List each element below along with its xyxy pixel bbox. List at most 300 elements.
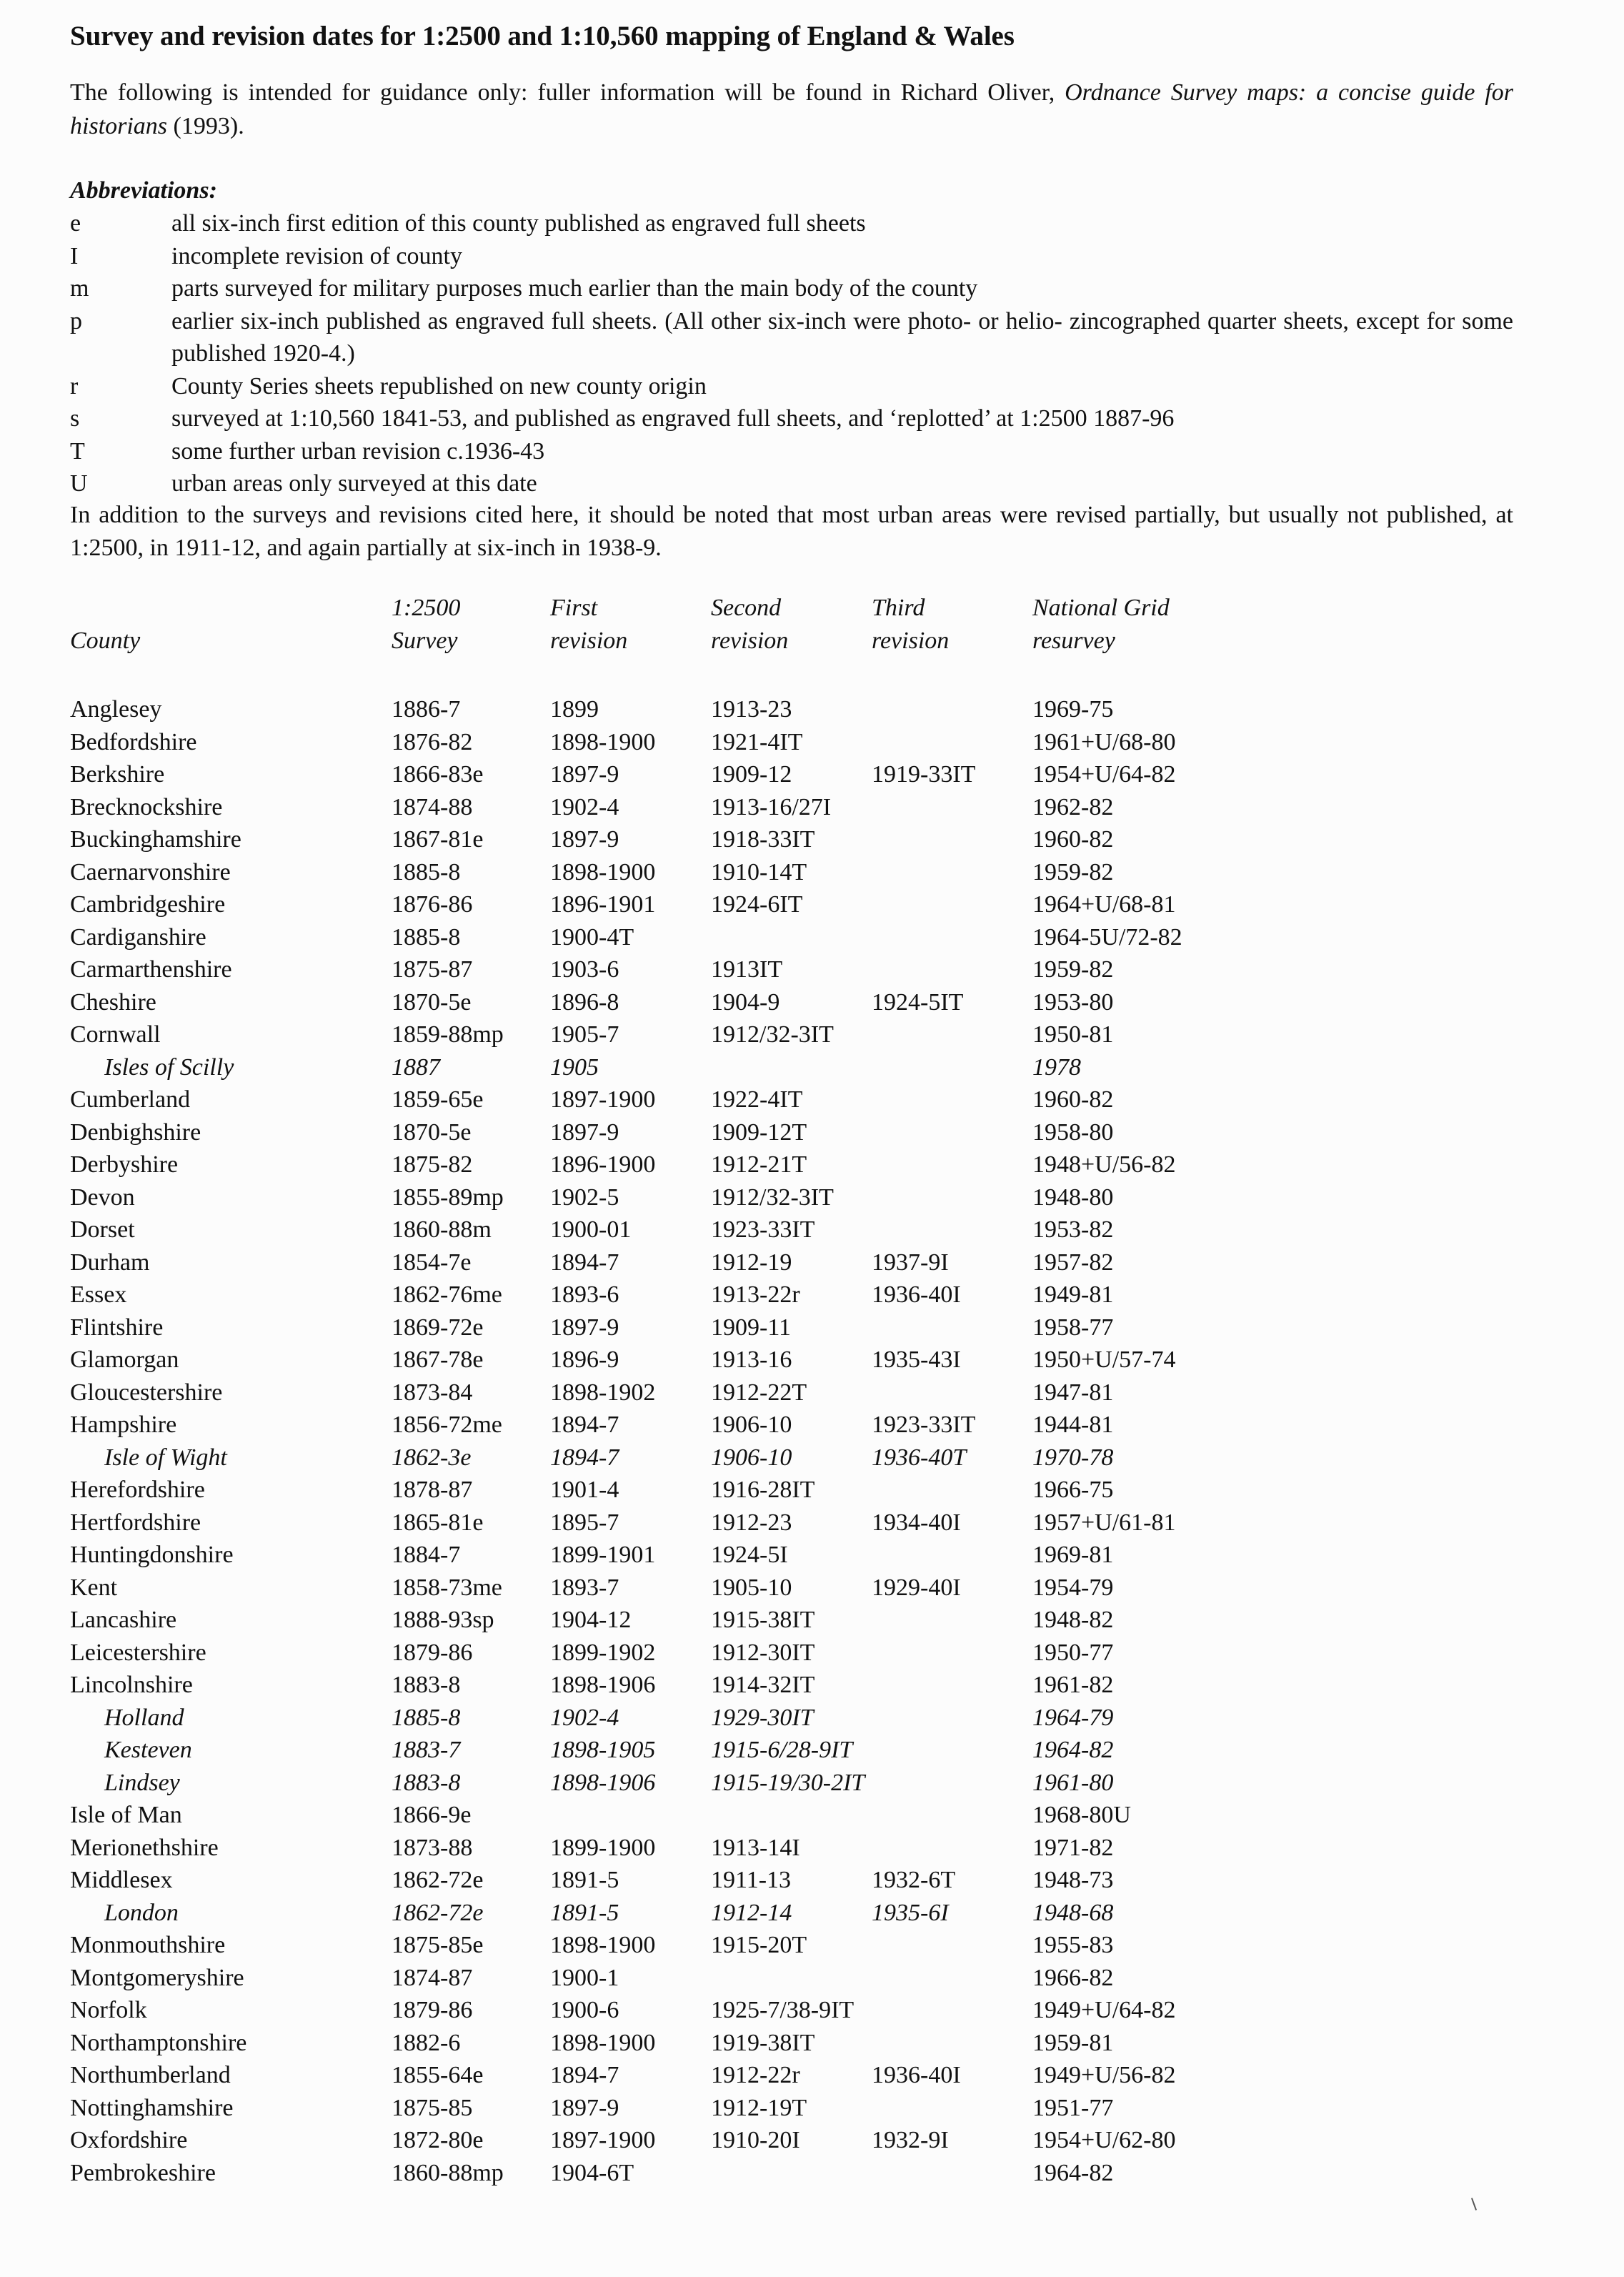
cell-national-grid-resurvey: 1947-81 [1032, 1379, 1114, 1406]
intro-year: (1993). [167, 113, 244, 139]
table-row [70, 2124, 1499, 2157]
header-line-2: resurvey [1032, 627, 1115, 654]
cell-national-grid-resurvey: 1957+U/61-81 [1032, 1509, 1176, 1536]
cell-survey-1-2500: 1870-5e [392, 1118, 472, 1146]
table-row [70, 758, 1499, 791]
cell-county: Norfolk [70, 1997, 147, 2023]
cell-first-revision: 1897-9 [550, 761, 619, 788]
table-row [70, 2059, 1499, 2092]
cell-survey-1-2500: 1876-82 [392, 728, 473, 755]
cell-survey-1-2500: 1860-88mp [392, 2159, 504, 2186]
cell-county: Cardiganshire [70, 923, 206, 951]
cell-county: Northumberland [70, 2062, 231, 2088]
cell-second-revision: 1918-33IT [711, 826, 815, 853]
cell-third-revision: 1935-6I [872, 1899, 949, 1926]
cell-survey-1-2500: 1883-8 [392, 1672, 461, 1698]
cell-second-revision: 1924-5I [711, 1542, 788, 1568]
cell-survey-1-2500: 1869-72e [392, 1314, 484, 1341]
abbreviation-key: e [70, 210, 81, 237]
cell-county: Bedfordshire [70, 728, 197, 755]
cell-first-revision: 1896-1900 [550, 1151, 656, 1178]
cell-county: Glamorgan [70, 1346, 179, 1373]
cell-survey-1-2500: 1867-78e [392, 1346, 484, 1373]
table-row [70, 986, 1499, 1019]
table-row [70, 953, 1499, 986]
cell-first-revision: 1903-6 [550, 956, 619, 983]
cell-national-grid-resurvey: 1955-83 [1032, 1932, 1114, 1958]
cell-national-grid-resurvey: 1950+U/57-74 [1032, 1346, 1176, 1373]
abbreviation-item [70, 402, 1513, 435]
cell-first-revision: 1898-1900 [550, 858, 656, 886]
cell-first-revision: 1898-1906 [550, 1672, 656, 1698]
intro-text: The following is intended for guidance only: fuller information will be found in Richard Oliver, [70, 79, 1065, 106]
abbreviation-key: I [70, 242, 79, 269]
abbreviation-key: T [70, 437, 85, 465]
cell-national-grid-resurvey: 1970-78 [1032, 1444, 1114, 1471]
table-row [70, 1994, 1499, 2027]
column-header-survey-1-2500 [392, 592, 460, 658]
cell-county: Monmouthshire [70, 1932, 226, 1958]
header-line-1: First [550, 595, 598, 621]
cell-first-revision: 1899-1902 [550, 1639, 656, 1666]
book-title: Ordnance Survey maps: a concise guide for historians [70, 79, 1514, 139]
abbreviation-key: r [70, 372, 79, 400]
cell-national-grid-resurvey: 1971-82 [1032, 1834, 1114, 1861]
cell-first-revision: 1897-9 [550, 1118, 619, 1146]
column-header-second-revision [711, 592, 788, 658]
cell-county: Carmarthenshire [70, 956, 232, 983]
cell-county: Oxfordshire [70, 2127, 188, 2153]
cell-first-revision: 1894-7 [550, 1412, 619, 1438]
cell-first-revision: 1894-7 [550, 1249, 619, 1276]
abbreviation-description: some further urban revision c.1936-43 [171, 437, 545, 465]
cell-survey-1-2500: 1883-7 [392, 1737, 461, 1763]
cell-national-grid-resurvey: 1958-77 [1032, 1314, 1114, 1341]
cell-county: Herefordshire [70, 1477, 205, 1503]
cell-survey-1-2500: 1855-64e [392, 2062, 484, 2088]
cell-national-grid-resurvey: 1960-82 [1032, 826, 1114, 853]
cell-second-revision: 1906-10 [711, 1444, 792, 1471]
cell-national-grid-resurvey: 1954+U/62-80 [1032, 2127, 1176, 2153]
cell-survey-1-2500: 1872-80e [392, 2127, 484, 2153]
cell-first-revision: 1893-6 [550, 1281, 619, 1308]
cell-national-grid-resurvey: 1959-81 [1032, 2029, 1114, 2056]
cell-first-revision: 1901-4 [550, 1477, 619, 1503]
cell-county: Northamptonshire [70, 2029, 247, 2056]
cell-first-revision: 1902-4 [550, 1704, 619, 1731]
cell-second-revision: 1915-20T [711, 1932, 807, 1958]
cell-county: Flintshire [70, 1314, 164, 1341]
cell-survey-1-2500: 1867-81e [392, 826, 484, 853]
cell-survey-1-2500: 1875-85 [392, 2094, 473, 2121]
cell-second-revision: 1909-12T [711, 1118, 807, 1146]
cell-third-revision: 1929-40I [872, 1574, 961, 1601]
cell-national-grid-resurvey: 1964-5U/72-82 [1032, 923, 1182, 951]
table-row [70, 1442, 1499, 1474]
cell-first-revision: 1897-9 [550, 1314, 619, 1341]
cell-national-grid-resurvey: 1961-82 [1032, 1672, 1114, 1698]
table-header [70, 592, 1499, 663]
cell-survey-1-2500: 1882-6 [392, 2029, 461, 2056]
table-row [70, 1539, 1499, 1572]
cell-survey-1-2500: 1885-8 [392, 1704, 461, 1731]
cell-county: Merionethshire [70, 1834, 219, 1861]
table-row [70, 1637, 1499, 1670]
cell-first-revision: 1896-8 [550, 988, 619, 1016]
table-row [70, 1344, 1499, 1376]
cell-national-grid-resurvey: 1964-82 [1032, 1737, 1114, 1763]
cell-county: Berkshire [70, 761, 165, 788]
cell-second-revision: 1916-28IT [711, 1477, 815, 1503]
cell-national-grid-resurvey: 1950-81 [1032, 1021, 1114, 1048]
cell-survey-1-2500: 1876-86 [392, 891, 473, 918]
cell-first-revision: 1900-01 [550, 1216, 632, 1243]
abbreviation-item [70, 467, 1513, 500]
table-row [70, 1572, 1499, 1604]
cell-second-revision: 1919-38IT [711, 2029, 815, 2056]
cell-second-revision: 1912-22T [711, 1379, 807, 1406]
header-line-1: Third [872, 595, 925, 621]
cell-survey-1-2500: 1860-88m [392, 1216, 492, 1243]
cell-survey-1-2500: 1874-88 [392, 793, 473, 820]
table-row [70, 1897, 1499, 1930]
cell-first-revision: 1897-9 [550, 2094, 619, 2121]
cell-first-revision: 1894-7 [550, 2062, 619, 2088]
table-row [70, 693, 1499, 726]
cell-survey-1-2500: 1878-87 [392, 1477, 473, 1503]
abbreviation-item [70, 272, 1513, 305]
cell-national-grid-resurvey: 1949+U/56-82 [1032, 2062, 1176, 2088]
cell-third-revision: 1936-40T [872, 1444, 967, 1471]
table-row [70, 2027, 1499, 2060]
cell-national-grid-resurvey: 1969-81 [1032, 1542, 1114, 1568]
cell-third-revision: 1924-5IT [872, 988, 964, 1016]
cell-county: Middlesex [70, 1867, 173, 1893]
cell-third-revision: 1923-33IT [872, 1412, 976, 1438]
cell-county: London [104, 1899, 179, 1926]
cell-county: Cornwall [70, 1021, 161, 1048]
table-row [70, 888, 1499, 921]
table-row [70, 1181, 1499, 1214]
cell-county: Lincolnshire [70, 1672, 193, 1698]
cell-second-revision: 1915-38IT [711, 1607, 815, 1633]
cell-second-revision: 1915-6/28-9IT [711, 1737, 853, 1763]
abbreviation-item [70, 435, 1513, 468]
abbreviation-key: U [70, 470, 88, 497]
table-row [70, 726, 1499, 759]
table-row [70, 921, 1499, 954]
cell-second-revision: 1912-19 [711, 1249, 792, 1276]
table-row [70, 1311, 1499, 1344]
cell-survey-1-2500: 1865-81e [392, 1509, 484, 1536]
cell-county: Essex [70, 1281, 127, 1308]
cell-survey-1-2500: 1856-72me [392, 1412, 502, 1438]
cell-national-grid-resurvey: 1960-82 [1032, 1086, 1114, 1113]
table-row [70, 1116, 1499, 1149]
cell-second-revision: 1909-11 [711, 1314, 792, 1341]
cell-first-revision: 1891-5 [550, 1899, 619, 1926]
cell-first-revision: 1893-7 [550, 1574, 619, 1601]
cell-county: Leicestershire [70, 1639, 206, 1666]
cell-second-revision: 1910-20I [711, 2127, 800, 2153]
cell-first-revision: 1898-1902 [550, 1379, 656, 1406]
table-body [70, 693, 1499, 2189]
table-row [70, 2157, 1499, 2190]
cell-first-revision: 1900-6 [550, 1997, 619, 2023]
cell-national-grid-resurvey: 1944-81 [1032, 1412, 1114, 1438]
cell-county: Buckinghamshire [70, 826, 241, 853]
cell-county: Hampshire [70, 1412, 177, 1438]
column-header-national-grid-resurvey [1032, 592, 1170, 658]
column-header-first-revision [550, 592, 627, 658]
table-row [70, 1734, 1499, 1767]
cell-second-revision: 1910-14T [711, 858, 807, 886]
column-header-third-revision [872, 592, 949, 658]
cell-first-revision: 1897-9 [550, 826, 619, 853]
cell-second-revision: 1929-30IT [711, 1704, 814, 1731]
cell-third-revision: 1932-9I [872, 2127, 949, 2153]
cell-county: Isles of Scilly [104, 1053, 234, 1081]
cell-survey-1-2500: 1886-7 [392, 696, 461, 723]
cell-national-grid-resurvey: 1948+U/56-82 [1032, 1151, 1176, 1178]
cell-national-grid-resurvey: 1968-80U [1032, 1802, 1131, 1828]
abbreviation-description: surveyed at 1:10,560 1841-53, and published as engraved full sheets, and ‘replotted’ at 1:2500 1887-96 [171, 405, 1175, 432]
cell-first-revision: 1900-4T [550, 923, 634, 951]
cell-county: Cumberland [70, 1086, 191, 1113]
cell-national-grid-resurvey: 1953-80 [1032, 988, 1114, 1016]
cell-county: Caernarvonshire [70, 858, 231, 886]
cell-second-revision: 1923-33IT [711, 1216, 815, 1243]
note-paragraph: In addition to the surveys and revisions cited here, it should be noted that most urban areas were revised partially, but usually not published, at 1:2500, in 1911-12, and again partially at six-inch in 1938-9. [70, 502, 1513, 561]
table-row [70, 1864, 1499, 1897]
cell-national-grid-resurvey: 1954+U/64-82 [1032, 761, 1176, 788]
cell-survey-1-2500: 1859-88mp [392, 1021, 504, 1048]
cell-county: Kesteven [104, 1737, 192, 1763]
cell-survey-1-2500: 1854-7e [392, 1249, 472, 1276]
cell-second-revision: 1912-19T [711, 2094, 807, 2121]
cell-national-grid-resurvey: 1966-75 [1032, 1477, 1114, 1503]
cell-national-grid-resurvey: 1962-82 [1032, 793, 1114, 820]
table-row [70, 1702, 1499, 1735]
cell-survey-1-2500: 1883-8 [392, 1769, 461, 1796]
header-line-2: revision [711, 627, 789, 654]
cell-second-revision: 1904-9 [711, 988, 780, 1016]
cell-third-revision: 1936-40I [872, 1281, 961, 1308]
cell-national-grid-resurvey: 1959-82 [1032, 956, 1114, 983]
abbreviation-description: all six-inch first edition of this county published as engraved full sheets [171, 210, 866, 237]
cell-survey-1-2500: 1862-72e [392, 1867, 484, 1893]
cell-national-grid-resurvey: 1958-80 [1032, 1118, 1114, 1146]
cell-second-revision: 1924-6IT [711, 891, 803, 918]
table-row [70, 1604, 1499, 1637]
cell-county: Gloucestershire [70, 1379, 223, 1406]
cell-survey-1-2500: 1870-5e [392, 988, 472, 1016]
cell-first-revision: 1898-1900 [550, 1932, 656, 1958]
table-row [70, 1083, 1499, 1116]
cell-first-revision: 1891-5 [550, 1867, 619, 1893]
cell-county: Dorset [70, 1216, 135, 1243]
cell-second-revision: 1912-22r [711, 2062, 800, 2088]
cell-survey-1-2500: 1874-87 [392, 1964, 473, 1991]
cell-county: Lancashire [70, 1607, 177, 1633]
cell-national-grid-resurvey: 1954-79 [1032, 1574, 1114, 1601]
header-line-1: National Grid [1032, 595, 1170, 621]
table-row [70, 1246, 1499, 1279]
abbreviation-item [70, 370, 1513, 403]
cell-second-revision: 1905-10 [711, 1574, 792, 1601]
cell-survey-1-2500: 1875-85e [392, 1932, 484, 1958]
table-row [70, 1474, 1499, 1507]
cell-first-revision: 1905-7 [550, 1021, 619, 1048]
abbreviation-key: s [70, 405, 80, 432]
cell-national-grid-resurvey: 1949+U/64-82 [1032, 1997, 1176, 2023]
cell-national-grid-resurvey: 1950-77 [1032, 1639, 1114, 1666]
cell-county: Pembrokeshire [70, 2159, 216, 2186]
cell-county: Devon [70, 1184, 135, 1211]
cell-third-revision: 1919-33IT [872, 761, 976, 788]
cell-county: Huntingdonshire [70, 1542, 234, 1568]
cell-third-revision: 1934-40I [872, 1509, 961, 1536]
cell-county: Hertfordshire [70, 1509, 201, 1536]
table-row [70, 1051, 1499, 1084]
cell-national-grid-resurvey: 1969-75 [1032, 696, 1114, 723]
table-row [70, 1767, 1499, 1800]
cell-survey-1-2500: 1887 [392, 1053, 440, 1081]
abbreviation-key: p [70, 307, 82, 334]
header-line-2: revision [872, 627, 950, 654]
table-row [70, 1409, 1499, 1442]
cell-county: Cheshire [70, 988, 156, 1016]
table-row [70, 1149, 1499, 1181]
cell-survey-1-2500: 1873-88 [392, 1834, 473, 1861]
table-row [70, 791, 1499, 824]
cell-national-grid-resurvey: 1957-82 [1032, 1249, 1114, 1276]
cell-national-grid-resurvey: 1966-82 [1032, 1964, 1114, 1991]
cell-survey-1-2500: 1885-8 [392, 923, 461, 951]
cell-survey-1-2500: 1862-76me [392, 1281, 502, 1308]
cell-second-revision: 1913-14I [711, 1834, 800, 1861]
cell-national-grid-resurvey: 1961+U/68-80 [1032, 728, 1176, 755]
cell-first-revision: 1904-12 [550, 1607, 632, 1633]
cell-first-revision: 1902-4 [550, 793, 619, 820]
abbreviation-description: parts surveyed for military purposes much earlier than the main body of the county [171, 275, 978, 302]
cell-national-grid-resurvey: 1964-79 [1032, 1704, 1114, 1731]
table-row [70, 1214, 1499, 1246]
table-row [70, 1018, 1499, 1051]
cell-survey-1-2500: 1866-83e [392, 761, 484, 788]
cell-second-revision: 1912-21T [711, 1151, 807, 1178]
cell-second-revision: 1921-4IT [711, 728, 803, 755]
cell-first-revision: 1896-9 [550, 1346, 619, 1373]
cell-survey-1-2500: 1873-84 [392, 1379, 473, 1406]
cell-county: Kent [70, 1574, 118, 1601]
cell-national-grid-resurvey: 1948-82 [1032, 1607, 1114, 1633]
cell-national-grid-resurvey: 1953-82 [1032, 1216, 1114, 1243]
abbreviation-item [70, 207, 1513, 240]
cell-county: Denbighshire [70, 1118, 201, 1146]
cell-second-revision: 1922-4IT [711, 1086, 803, 1113]
cell-second-revision: 1912/32-3IT [711, 1184, 834, 1211]
header-line-2: Survey [392, 627, 458, 654]
cell-national-grid-resurvey: 1959-82 [1032, 858, 1114, 886]
cell-second-revision: 1909-12 [711, 761, 792, 788]
cell-national-grid-resurvey: 1949-81 [1032, 1281, 1114, 1308]
cell-county: Durham [70, 1249, 150, 1276]
cell-first-revision: 1898-1906 [550, 1769, 656, 1796]
table-row [70, 823, 1499, 856]
cell-county: Holland [104, 1704, 184, 1731]
cell-second-revision: 1912-14 [711, 1899, 792, 1926]
cell-second-revision: 1913IT [711, 956, 783, 983]
header-line-1: Second [711, 595, 782, 621]
cell-county: Derbyshire [70, 1151, 179, 1178]
cell-first-revision: 1899-1901 [550, 1542, 656, 1568]
cell-survey-1-2500: 1879-86 [392, 1639, 473, 1666]
cell-first-revision: 1898-1900 [550, 728, 656, 755]
cell-survey-1-2500: 1859-65e [392, 1086, 484, 1113]
cell-national-grid-resurvey: 1948-80 [1032, 1184, 1114, 1211]
cell-first-revision: 1894-7 [550, 1444, 619, 1471]
cell-county: Brecknockshire [70, 793, 223, 820]
abbreviation-key: m [70, 275, 89, 302]
cell-second-revision: 1912-30IT [711, 1639, 815, 1666]
cell-survey-1-2500: 1862-72e [392, 1899, 484, 1926]
cell-first-revision: 1902-5 [550, 1184, 619, 1211]
cell-third-revision: 1937-9I [872, 1249, 949, 1276]
table-row [70, 1832, 1499, 1865]
cell-second-revision: 1913-16 [711, 1346, 792, 1373]
cell-first-revision: 1904-6T [550, 2159, 634, 2186]
cell-survey-1-2500: 1885-8 [392, 858, 461, 886]
table-row [70, 1507, 1499, 1539]
cell-survey-1-2500: 1862-3e [392, 1444, 472, 1471]
header-line-2: revision [550, 627, 628, 654]
abbreviation-description: earlier six-inch published as engraved full sheets. (All other six-inch were photo- or helio- zincographed quarter sheets, except for some published 1920-4.) [171, 307, 1513, 367]
cell-county: Anglesey [70, 696, 162, 723]
cell-national-grid-resurvey: 1961-80 [1032, 1769, 1114, 1796]
abbreviation-description: urban areas only surveyed at this date [171, 470, 537, 497]
abbreviations-list [70, 207, 1513, 500]
table-row [70, 1376, 1499, 1409]
cell-third-revision: 1932-6T [872, 1867, 956, 1893]
cell-county: Isle of Man [70, 1802, 182, 1828]
header-line-1: 1:2500 [392, 595, 461, 621]
abbreviation-item [70, 240, 1513, 273]
cell-second-revision: 1912/32-3IT [711, 1021, 834, 1048]
cell-county: Cambridgeshire [70, 891, 226, 918]
cell-first-revision: 1897-1900 [550, 2127, 656, 2153]
cell-national-grid-resurvey: 1951-77 [1032, 2094, 1114, 2121]
cell-first-revision: 1897-1900 [550, 1086, 656, 1113]
cell-survey-1-2500: 1888-93sp [392, 1607, 494, 1633]
cell-county: Nottinghamshire [70, 2094, 234, 2121]
abbreviation-description: County Series sheets republished on new county origin [171, 372, 707, 400]
cell-third-revision: 1936-40I [872, 2062, 961, 2088]
cell-national-grid-resurvey: 1978 [1032, 1053, 1081, 1081]
cell-first-revision: 1899-1900 [550, 1834, 656, 1861]
cell-county: Lindsey [104, 1769, 180, 1796]
cell-survey-1-2500: 1855-89mp [392, 1184, 504, 1211]
cell-survey-1-2500: 1875-87 [392, 956, 473, 983]
intro-paragraph [70, 76, 1513, 143]
table-row [70, 1669, 1499, 1702]
cell-county: Isle of Wight [104, 1444, 227, 1471]
cell-survey-1-2500: 1879-86 [392, 1997, 473, 2023]
cell-second-revision: 1913-23 [711, 696, 792, 723]
scan-speck [1471, 2198, 1477, 2211]
cell-first-revision: 1899 [550, 696, 599, 723]
table-row [70, 1279, 1499, 1311]
